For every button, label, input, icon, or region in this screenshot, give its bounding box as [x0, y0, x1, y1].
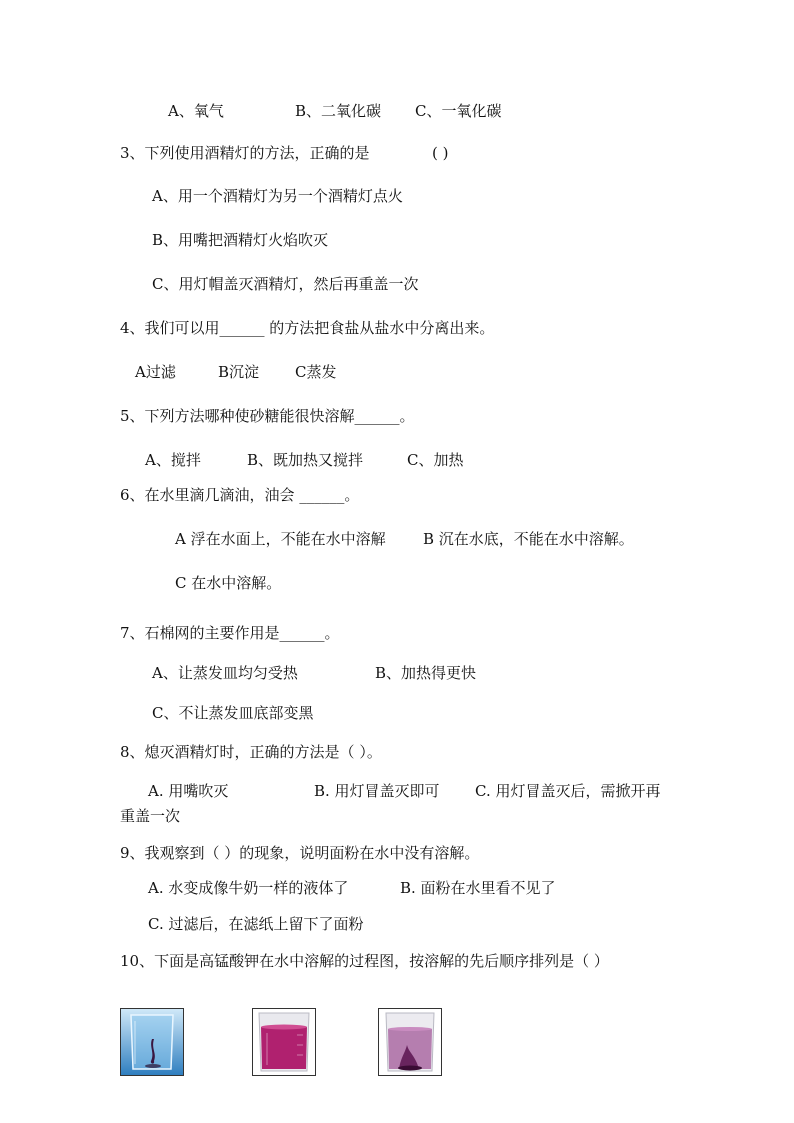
q8-question: 8、熄灭酒精灯时，正确的方法是（ ）。 — [120, 743, 382, 761]
q5-question: 5、下列方法哪种使砂糖能很快溶解______。 — [120, 407, 415, 425]
q7-question: 7、石棉网的主要作用是______。 — [120, 624, 340, 642]
q7-option-a: A、让蒸发皿均匀受热 — [152, 664, 298, 682]
q3-question: 3、下列使用酒精灯的方法，正确的是 — [120, 144, 370, 162]
q9-question: 9、我观察到（ ）的现象，说明面粉在水中没有溶解。 — [120, 844, 480, 862]
q5-option-c: C、加热 — [407, 451, 464, 469]
q2-option-a: A、氧气 — [168, 102, 224, 120]
q7-option-b: B、加热得更快 — [375, 664, 477, 682]
q9-option-b: B. 面粉在水里看不见了 — [400, 879, 556, 897]
q8-option-a: A. 用嘴吹灭 — [148, 782, 229, 800]
q3-option-a: A、用一个酒精灯为另一个酒精灯点火 — [152, 187, 403, 205]
q3-option-b: B、用嘴把酒精灯火焰吹灭 — [152, 231, 329, 249]
q4-question: 4、我们可以用______ 的方法把食盐从盐水中分离出来。 — [120, 319, 495, 337]
beaker-image-1 — [120, 1008, 184, 1076]
q3-question-line — [120, 143, 449, 163]
beaker-image-3 — [378, 1008, 442, 1076]
q3-answer-paren: ( ) — [432, 144, 449, 162]
q6-option-b: B 沉在水底，不能在水中溶解。 — [423, 530, 634, 548]
q5-option-b: B、既加热又搅拌 — [247, 451, 364, 469]
q5-option-a: A、搅拌 — [145, 451, 201, 469]
q6-option-c: C 在水中溶解。 — [175, 574, 282, 592]
q8-option-b: B. 用灯冒盖灭即可 — [314, 782, 440, 800]
beaker-image-2 — [252, 1008, 316, 1076]
q9-option-c: C. 过滤后，在滤纸上留下了面粉 — [148, 915, 364, 933]
q4-option-b: B沉淀 — [218, 363, 260, 381]
q4-option-c: C蒸发 — [295, 363, 337, 381]
q6-question: 6、在水里滴几滴油，油会 ______。 — [120, 486, 360, 504]
q4-option-a: A过滤 — [135, 363, 176, 381]
q3-option-c: C、用灯帽盖灭酒精灯，然后再重盖一次 — [152, 275, 419, 293]
q6-option-a: A 浮在水面上，不能在水中溶解 — [175, 530, 386, 548]
q8-option-c-continued: 重盖一次 — [120, 807, 181, 825]
q7-option-c: C、不让蒸发皿底部变黑 — [152, 704, 314, 722]
q2-option-b: B、二氧化碳 — [295, 102, 382, 120]
q2-option-c: C、一氧化碳 — [415, 102, 502, 120]
q10-question: 10、下面是高锰酸钾在水中溶解的过程图，按溶解的先后顺序排列是（ ） — [120, 952, 609, 970]
q8-option-c: C. 用灯冒盖灭后，需掀开再 — [475, 782, 661, 800]
q9-option-a: A. 水变成像牛奶一样的液体了 — [148, 879, 349, 897]
